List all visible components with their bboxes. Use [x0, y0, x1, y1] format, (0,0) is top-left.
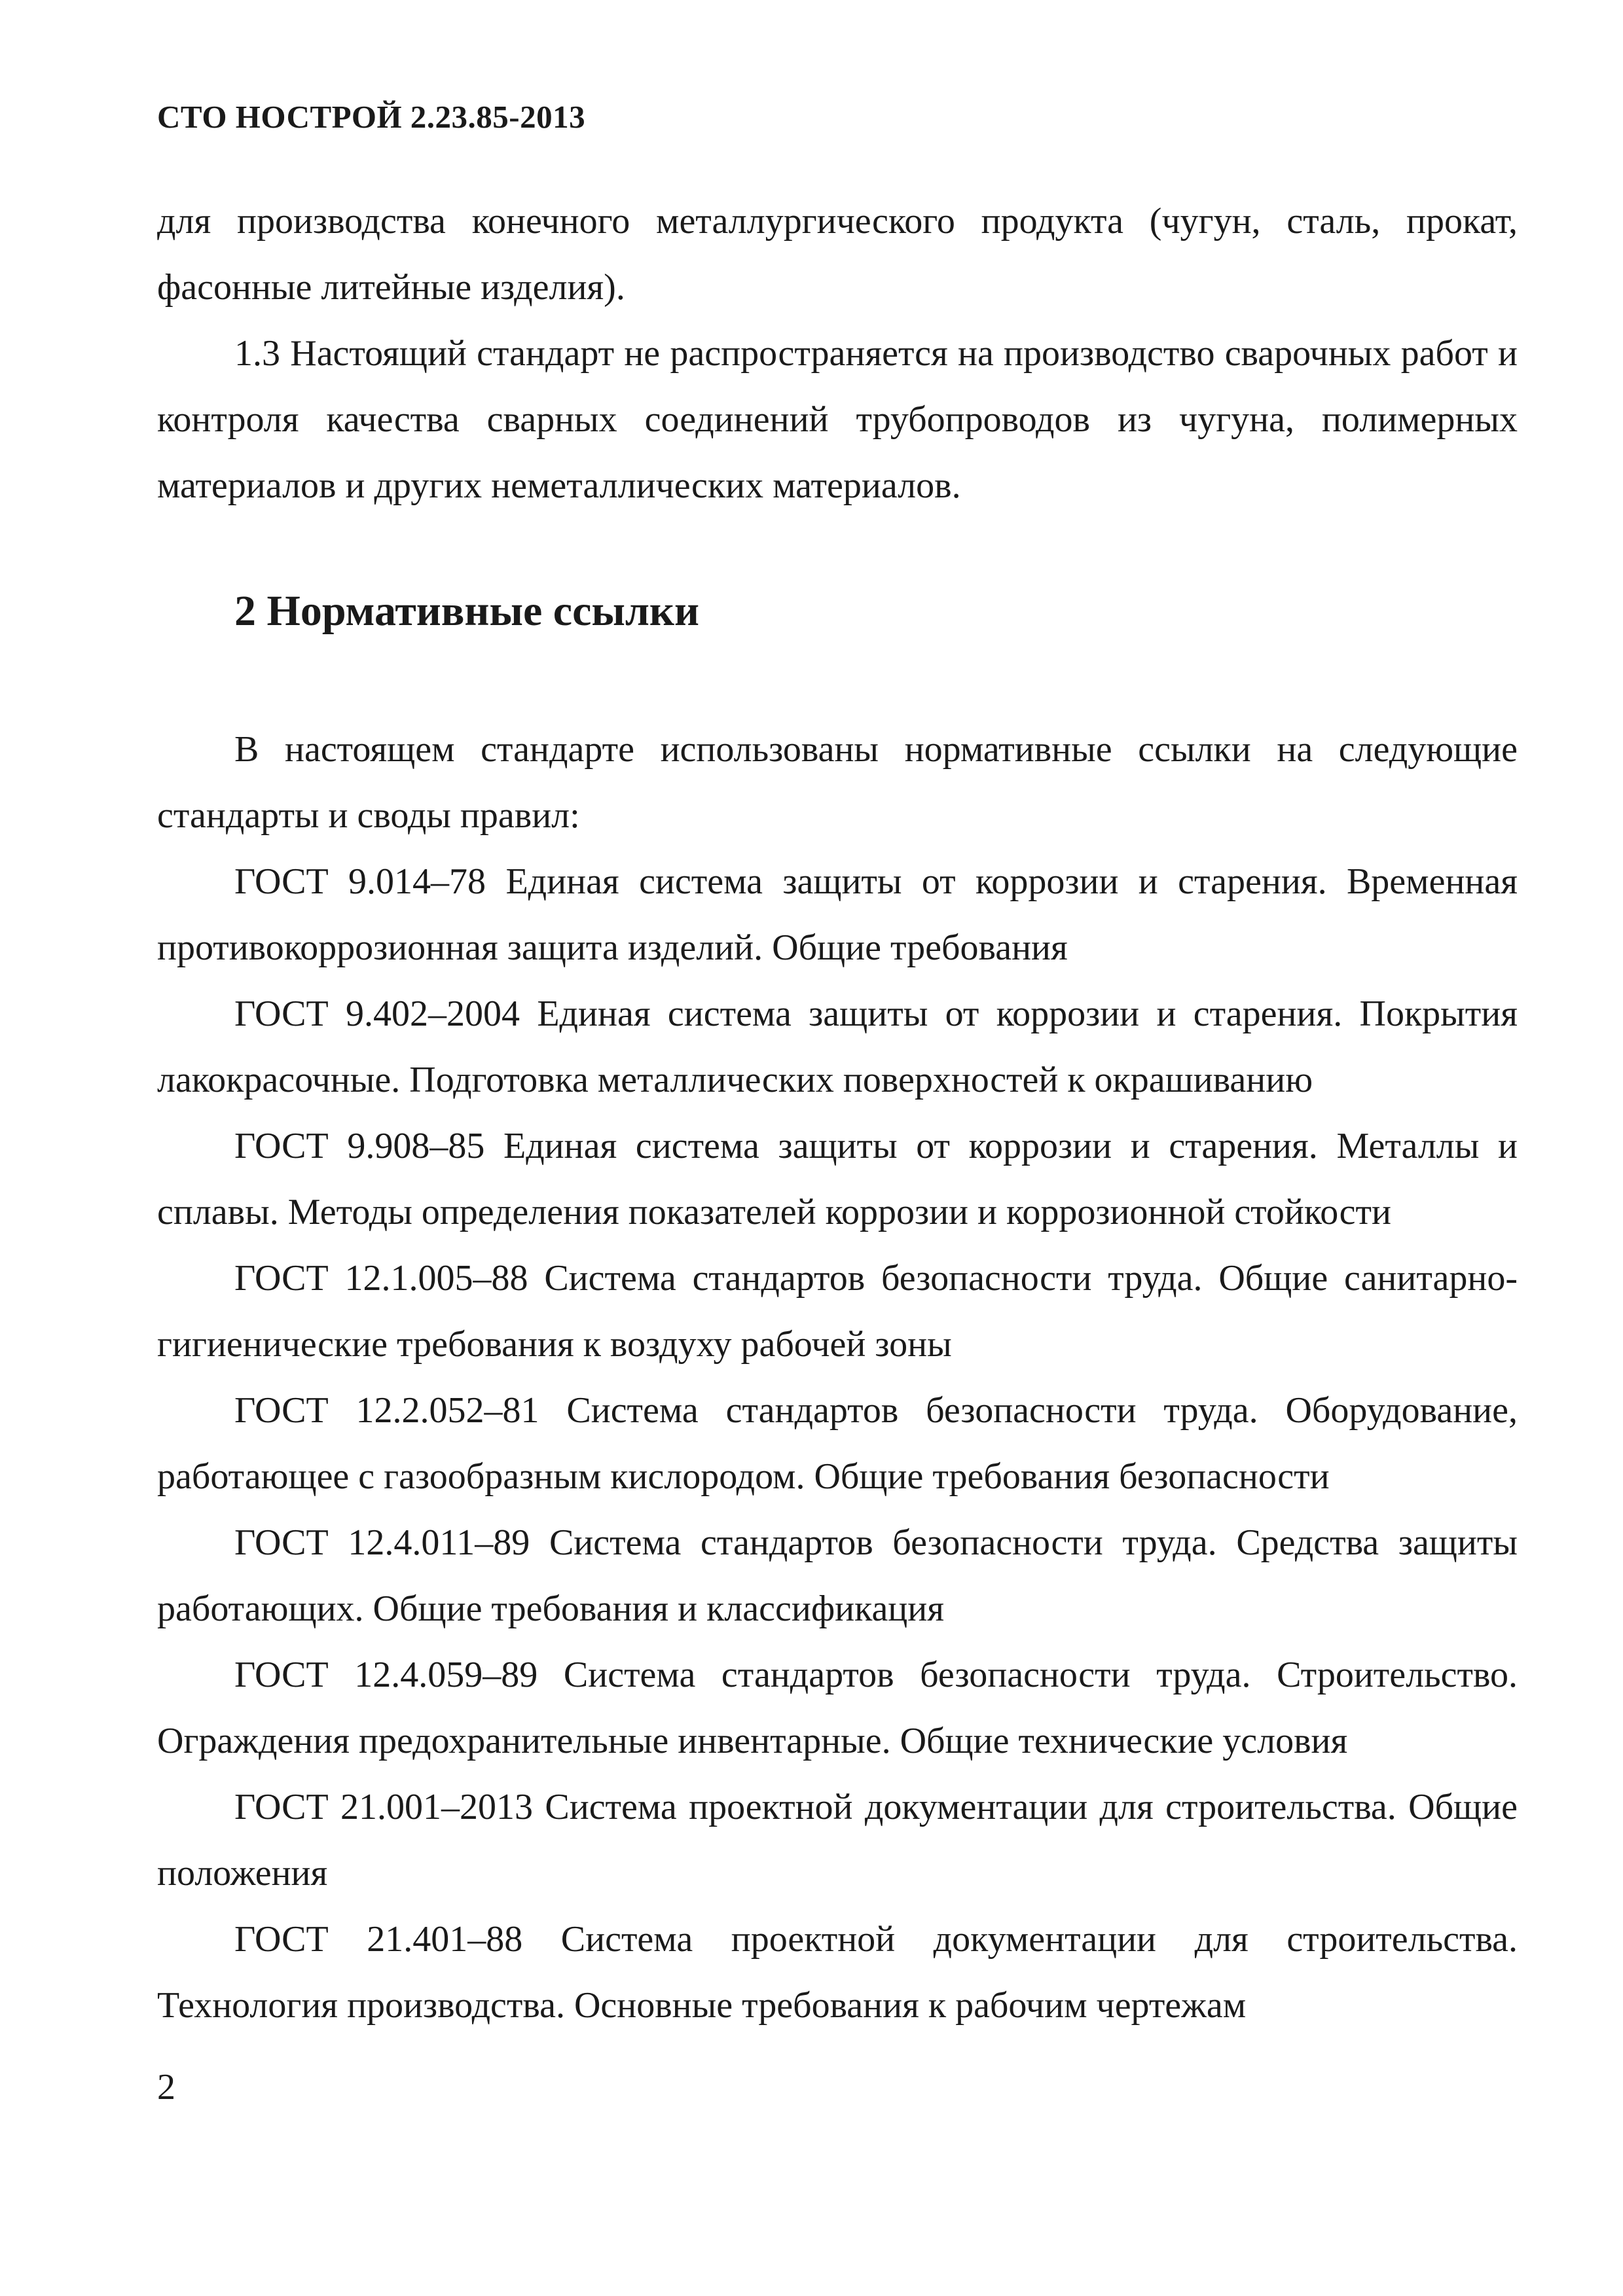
- reference-title: Система стандартов безопасности труда. Средства защиты работающих. Общие требования и классификация: [157, 1522, 1518, 1629]
- reference-title: Система проектной документации для строительства. Общие положения: [157, 1787, 1518, 1893]
- reference-code: ГОСТ 9.402–2004: [234, 994, 520, 1034]
- document-code-header: СТО НОСТРОЙ 2.23.85-2013: [157, 99, 586, 135]
- reference-title: Единая система защиты от коррозии и старения. Покрытия лакокрасочные. Подготовка металлических поверхностей к окрашиванию: [157, 994, 1518, 1100]
- references-list: [157, 849, 1518, 2039]
- reference-item: [157, 1378, 1518, 1510]
- reference-code: ГОСТ 12.2.052–81: [234, 1390, 539, 1431]
- reference-title: Система стандартов безопасности труда. Общие санитарно-гигиенические требования к воздуху рабочей зоны: [157, 1258, 1518, 1365]
- page-number: 2: [157, 2067, 175, 2108]
- reference-item: [157, 1642, 1518, 1774]
- reference-code: ГОСТ 21.401–88: [234, 1919, 523, 1960]
- reference-title: Система стандартов безопасности труда. Строительство. Ограждения предохранительные инвентарные. Общие технические условия: [157, 1655, 1518, 1761]
- reference-item: [157, 1774, 1518, 1907]
- reference-item: [157, 1907, 1518, 2039]
- clause-1-3-paragraph: 1.3 Настоящий стандарт не распространяется на производство сварочных работ и контроля качества сварных соединений трубопроводов из чугуна, полимерных материалов и других неметаллических материалов.: [157, 333, 1518, 506]
- reference-item: [157, 1510, 1518, 1642]
- reference-item: [157, 849, 1518, 981]
- references-intro-paragraph: В настоящем стандарте использованы нормативные ссылки на следующие стандарты и своды правил:: [157, 729, 1518, 836]
- section-heading-normative-references: 2 Нормативные ссылки: [234, 587, 699, 635]
- reference-code: ГОСТ 9.014–78: [234, 861, 486, 902]
- page-content: [157, 188, 1518, 2039]
- reference-title: Система стандартов безопасности труда. Оборудование, работающее с газообразным кислородом. Общие требования безопасности: [157, 1390, 1518, 1497]
- reference-code: ГОСТ 12.4.011–89: [234, 1522, 530, 1563]
- reference-item: [157, 981, 1518, 1113]
- reference-code: ГОСТ 21.001–2013: [234, 1787, 534, 1827]
- reference-title: Единая система защиты от коррозии и старения. Временная противокоррозионная защита изделий. Общие требования: [157, 861, 1518, 968]
- reference-title: Единая система защиты от коррозии и старения. Металлы и сплавы. Методы определения показателей коррозии и коррозионной стойкости: [157, 1126, 1518, 1232]
- reference-code: ГОСТ 12.1.005–88: [234, 1258, 528, 1299]
- reference-title: Система проектной документации для строительства. Технология производства. Основные требования к рабочим чертежам: [157, 1919, 1518, 2026]
- reference-item: [157, 1113, 1518, 1246]
- reference-code: ГОСТ 12.4.059–89: [234, 1655, 538, 1695]
- continuation-paragraph: для производства конечного металлургического продукта (чугун, сталь, прокат, фасонные литейные изделия).: [157, 201, 1518, 308]
- reference-item: [157, 1246, 1518, 1378]
- reference-code: ГОСТ 9.908–85: [234, 1126, 485, 1166]
